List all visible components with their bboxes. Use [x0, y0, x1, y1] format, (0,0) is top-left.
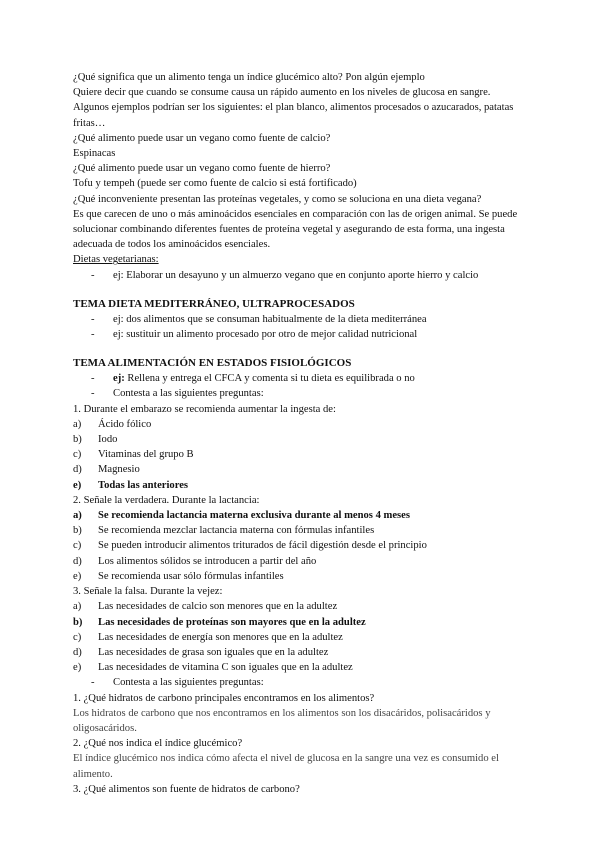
q1-option-c: [73, 447, 533, 462]
quiz-question-3: 3. Señale la falsa. Durante la vejez:: [73, 586, 223, 598]
dietas-bullet: - ej: Elaborar un desayuno y un almuerzo vegano que en conjunto aporte hierro y calcio: [91, 269, 479, 281]
carbs-answer-2: El índice glucémico nos indica cómo afecta el nivel de glucosa en la sangre una vez es consumido el alimento.: [73, 753, 499, 780]
q1-option-a: [73, 417, 533, 432]
bullet-text: ej: sustituir un alimento procesado por otro de mejor calidad nutricional: [113, 329, 418, 341]
answer-glycemic-index: Quiere decir que cuando se consume causa un rápido aumento en los niveles de glucosa en sangre.: [73, 87, 491, 99]
carbs-question-2: 2. ¿Qué nos indica el índice glucémico?: [73, 738, 243, 750]
option-letter: c): [73, 631, 82, 643]
question-iron: ¿Qué alimento puede usar un vegano como fuente de hierro?: [73, 163, 331, 175]
dietas-bullet-text: ej: Elaborar un desayuno y un almuerzo vegano que en conjunto aporte hierro y calcio: [113, 269, 479, 281]
option-letter: e): [73, 570, 82, 582]
option-letter: d): [73, 464, 82, 476]
document-content: [73, 70, 533, 797]
q1-option-e-correct: [73, 478, 533, 493]
mediterranean-bullet-2: - ej: sustituir un alimento procesado por otro de mejor calidad nutricional: [91, 329, 418, 341]
option-text: Se recomienda mezclar lactancia materna con fórmulas infantiles: [98, 525, 375, 537]
option-letter: e): [73, 479, 82, 491]
option-text: Iodo: [98, 434, 118, 446]
option-text: Todas las anteriores: [98, 479, 189, 491]
option-text: Las necesidades de vitamina C son iguales que en la adultez: [98, 662, 353, 674]
question-vegetable-protein: ¿Qué inconveniente presentan las proteínas vegetales, y como se soluciona en una dieta vegana?: [73, 193, 482, 205]
answer-calcium: Espinacas: [73, 148, 116, 160]
option-text: Las necesidades de calcio son menores que en la adultez: [98, 601, 338, 613]
physio-bullet-3: - Contesta a las siguientes preguntas:: [91, 677, 264, 689]
q3-option-e: [73, 660, 533, 675]
quiz-question-1: 1. Durante el embarazo se recomienda aumentar la ingesta de:: [73, 403, 336, 415]
q3-option-c: [73, 630, 533, 645]
option-text: Ácido fólico: [98, 418, 152, 430]
option-letter: b): [73, 434, 82, 446]
option-text: Se pueden introducir alimentos triturados de fácil digestión desde el principio: [98, 540, 427, 552]
q2-option-c: [73, 538, 533, 553]
option-letter: d): [73, 646, 82, 658]
option-letter: c): [73, 540, 82, 552]
q1-option-d: [73, 462, 533, 477]
q3-option-a: [73, 599, 533, 614]
option-text: Se recomienda lactancia materna exclusiva durante al menos 4 meses: [98, 510, 410, 522]
option-letter: c): [73, 449, 82, 461]
bullet-text: Contesta a las siguientes preguntas:: [113, 388, 264, 400]
answer-glycemic-examples: Algunos ejemplos podrían ser los siguientes: el plan blanco, alimentos procesados o azucarados, patatas fritas…: [73, 102, 514, 129]
physio-bullet-2: - Contesta a las siguientes preguntas:: [91, 388, 264, 400]
option-text: Las necesidades de grasa son iguales que en la adultez: [98, 646, 329, 658]
option-letter: a): [73, 418, 82, 430]
option-text: Las necesidades de proteínas son mayores que en la adultez: [98, 616, 366, 628]
bullet-text: ej: dos alimentos que se consuman habitualmente de la dieta mediterránea: [113, 313, 427, 325]
bullet-text: Rellena y entrega el CFCA y comenta si tu dieta es equilibrada o no: [124, 373, 415, 385]
bullet-prefix: ej:: [113, 373, 125, 385]
option-text: Los alimentos sólidos se introducen a partir del año: [98, 555, 317, 567]
answer-vegetable-protein: Es que carecen de uno o más aminoácidos esenciales en comparación con las de origen animal. Se puede solucionar combinando diferentes fuentes de proteína vegetal y asegurando de esta forma, una ingesta adecuada de todos los aminoácidos esenciales.: [73, 208, 518, 251]
option-letter: e): [73, 662, 82, 674]
option-text: Las necesidades de energía son menores que en la adultez: [98, 631, 343, 643]
option-letter: b): [73, 525, 82, 537]
q3-option-d: [73, 645, 533, 660]
q1-option-b: [73, 432, 533, 447]
option-letter: a): [73, 510, 82, 522]
q2-option-d: [73, 554, 533, 569]
question-glycemic-index: ¿Qué significa que un alimento tenga un índice glucémico alto? Pon algún ejemplo: [73, 72, 425, 83]
carbs-question-1: 1. ¿Qué hidratos de carbono principales encontramos en los alimentos?: [73, 692, 375, 704]
option-text: Se recomienda usar sólo fórmulas infantiles: [98, 570, 284, 582]
carbs-question-3: 3. ¿Qué alimentos son fuente de hidratos de carbono?: [73, 783, 300, 795]
mediterranean-bullet-1: - ej: dos alimentos que se consuman habitualmente de la dieta mediterránea: [91, 313, 427, 325]
section-physiological-title: TEMA ALIMENTACIÓN EN ESTADOS FISIOLÓGICOS: [73, 357, 352, 370]
option-letter: b): [73, 616, 83, 628]
section-mediterranean-title: TEMA DIETA MEDITERRÁNEO, ULTRAPROCESADOS: [73, 297, 355, 310]
question-calcium: ¿Qué alimento puede usar un vegano como fuente de calcio?: [73, 132, 331, 144]
physio-bullet-1: - ej: Rellena y entrega el CFCA y comenta si tu dieta es equilibrada o no: [91, 373, 415, 385]
option-letter: d): [73, 555, 82, 567]
bullet-text: Contesta a las siguientes preguntas:: [113, 677, 264, 689]
q2-option-a-correct: [73, 508, 533, 523]
q2-option-e: [73, 569, 533, 584]
option-text: Magnesio: [98, 464, 140, 476]
answer-iron: Tofu y tempeh (puede ser como fuente de calcio si está fortificado): [73, 178, 357, 190]
option-text: Vitaminas del grupo B: [98, 449, 194, 461]
option-letter: a): [73, 601, 82, 613]
carbs-answer-1: Los hidratos de carbono que nos encontramos en los alimentos son los disacáridos, polisacáridos y oligosacáridos.: [73, 707, 491, 734]
q2-option-b: [73, 523, 533, 538]
dietas-heading: Dietas vegetarianas:: [73, 254, 159, 266]
quiz-question-2: 2. Señale la verdadera. Durante la lactancia:: [73, 494, 260, 506]
q3-option-b-correct: [73, 615, 533, 630]
